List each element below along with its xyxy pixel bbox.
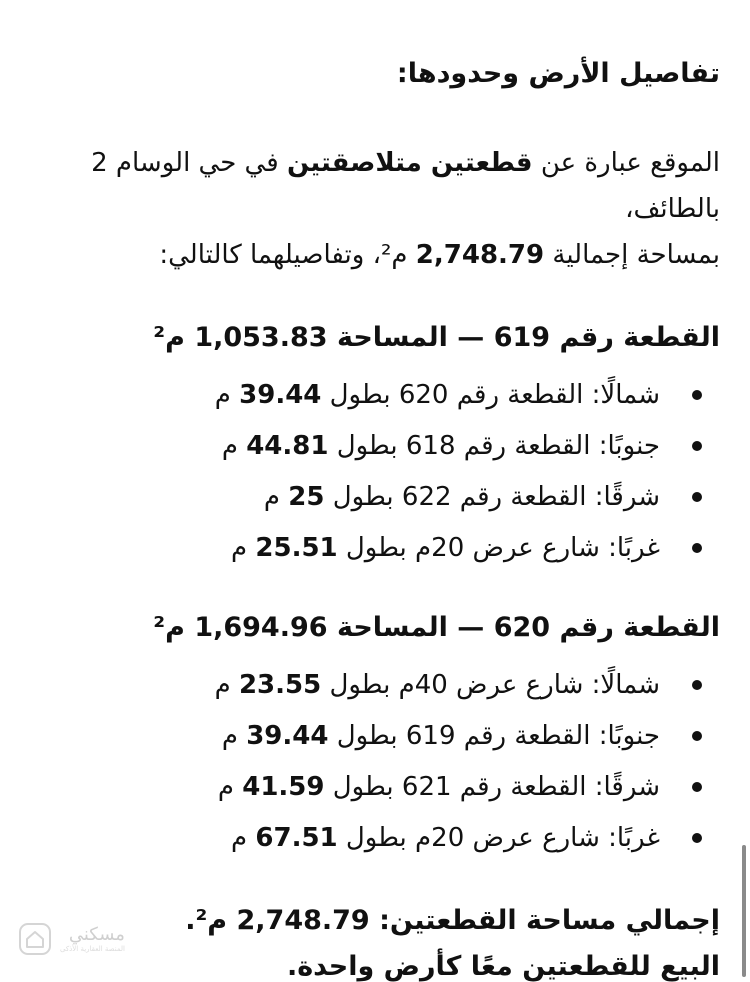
intro-bold: قطعتين متلاصقتين	[286, 148, 533, 178]
scrollbar-thumb[interactable]	[742, 845, 746, 977]
plot-619-bounds-list	[30, 370, 720, 574]
boundary-length: 39.44	[246, 721, 329, 751]
boundary-desc: القطعة رقم 619 بطول	[328, 721, 599, 751]
boundary-direction: شمالًا:	[591, 380, 660, 410]
bullet-icon	[692, 731, 702, 741]
bullet-icon	[692, 441, 702, 451]
bullet-icon	[692, 833, 702, 843]
boundary-direction: شرقًا:	[594, 482, 660, 512]
bullet-icon	[692, 680, 702, 690]
intro-line-2	[30, 232, 720, 278]
boundary-desc: القطعة رقم 620 بطول	[321, 380, 592, 410]
bullet-icon	[692, 543, 702, 553]
intro-text: في حي الوسام 2 بالطائف،	[91, 148, 720, 224]
list-item	[30, 660, 702, 711]
plot-620-title: القطعة رقم 620 — المساحة 1,694.96 م²	[153, 612, 720, 643]
intro-paragraph	[30, 140, 720, 278]
list-item	[30, 421, 702, 472]
house-icon	[18, 922, 52, 956]
boundary-unit: م	[231, 823, 256, 853]
boundary-length: 25	[288, 482, 325, 512]
boundary-unit: م	[263, 482, 289, 512]
total-area-line: إجمالي مساحة القطعتين: 2,748.79 م².	[185, 905, 720, 936]
boundary-unit: م	[231, 533, 256, 563]
boundary-desc: شارع عرض 20م بطول	[337, 823, 609, 853]
boundary-unit: م	[221, 721, 247, 751]
bullet-icon	[692, 782, 702, 792]
boundary-length: 25.51	[255, 533, 338, 563]
boundary-direction: جنوبًا:	[598, 721, 660, 751]
boundary-direction: غربًا:	[608, 823, 660, 853]
plot-619-title: القطعة رقم 619 — المساحة 1,053.83 م²	[153, 322, 720, 353]
boundary-desc: القطعة رقم 622 بطول	[324, 482, 595, 512]
intro-text: بمساحة إجمالية	[544, 240, 720, 270]
totals-block	[30, 898, 720, 982]
bullet-icon	[692, 390, 702, 400]
boundary-length: 41.59	[242, 772, 325, 802]
list-item	[30, 370, 702, 421]
boundary-direction: شمالًا:	[591, 670, 660, 700]
boundary-desc: القطعة رقم 621 بطول	[324, 772, 595, 802]
watermark-text	[60, 925, 125, 954]
intro-text: م²، وتفاصيلهما كالتالي:	[159, 240, 416, 270]
list-item	[30, 711, 702, 762]
boundary-direction: شرقًا:	[594, 772, 660, 802]
boundary-unit: م	[214, 670, 239, 700]
boundary-unit: م	[217, 772, 243, 802]
watermark-logo	[18, 922, 125, 956]
boundary-direction: جنوبًا:	[598, 431, 660, 461]
boundary-length: 39.44	[239, 380, 322, 410]
boundary-direction: غربًا:	[608, 533, 660, 563]
section-heading: تفاصيل الأرض وحدودها:	[396, 58, 720, 89]
list-item	[30, 813, 702, 864]
boundary-unit: م	[221, 431, 247, 461]
boundary-length: 23.55	[238, 670, 322, 700]
bullet-icon	[692, 492, 702, 502]
boundary-desc: القطعة رقم 618 بطول	[328, 431, 599, 461]
boundary-unit: م	[214, 380, 240, 410]
intro-total-area: 2,748.79	[415, 240, 545, 270]
boundary-desc: شارع عرض 40م بطول	[321, 670, 592, 700]
list-item	[30, 523, 702, 574]
intro-line-1	[30, 140, 720, 232]
boundary-desc: شارع عرض 20م بطول	[337, 533, 609, 563]
watermark-name: مسكني	[68, 923, 125, 945]
list-item	[30, 472, 702, 523]
watermark-tagline: المنصة العقارية الأذكى	[60, 944, 125, 953]
list-item	[30, 762, 702, 813]
sale-note-line: البيع للقطعتين معًا كأرض واحدة.	[286, 951, 720, 982]
boundary-length: 44.81	[246, 431, 329, 461]
boundary-length: 67.51	[255, 823, 338, 853]
plot-620-bounds-list	[30, 660, 720, 864]
intro-text: الموقع عبارة عن	[532, 148, 720, 178]
